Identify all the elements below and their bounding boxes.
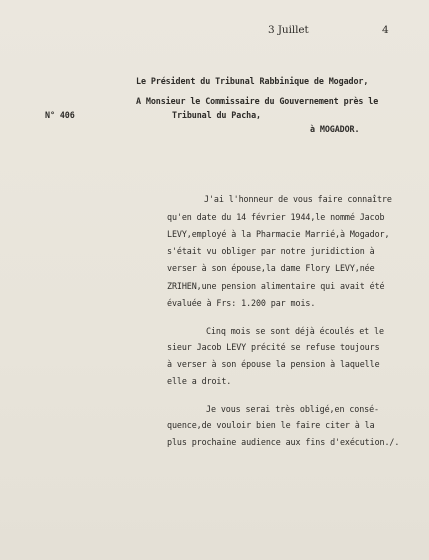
body-line: évaluée à Frs: 1.200 par mois. <box>167 298 316 308</box>
body-line: Je vous serai très obligé,en consé- <box>206 404 379 414</box>
body-line: sieur Jacob LEVY précité se refuse toujours <box>167 342 380 352</box>
addressee-tribunal: Tribunal du Pacha, <box>172 110 261 120</box>
body-line: plus prochaine audience aux fins d'exécution./. <box>167 437 400 447</box>
body-line: s'était vu obliger par notre juridiction à <box>167 246 375 256</box>
page-number: 4 <box>382 24 389 36</box>
addressee-city: à MOGADOR. <box>310 124 360 134</box>
body-line: à verser à son épouse la pension à laquelle <box>167 359 380 369</box>
body-line: ZRIHEN,une pension alimentaire qui avait été <box>167 281 385 291</box>
body-line: quence,de vouloir bien le faire citer à la <box>167 420 375 430</box>
body-line: LEVY,employé à la Pharmacie Marrié,à Mogador, <box>167 229 390 239</box>
addressee-recipient: A Monsieur le Commissaire du Gouvernement près le <box>136 96 379 106</box>
body-line: Cinq mois se sont déjà écoulés et le <box>206 326 384 336</box>
addressee-sender: Le Président du Tribunal Rabbinique de Mogador, <box>136 76 369 86</box>
body-line: elle a droit. <box>167 376 232 386</box>
header-date: 3 Juillet <box>268 24 309 36</box>
body-line: verser à son épouse,la dame Flory LEVY,née <box>167 263 375 273</box>
body-line: qu'en date du 14 février 1944,le nommé Jacob <box>167 212 385 222</box>
reference-number: N° 406 <box>45 110 75 120</box>
body-line: J'ai l'honneur de vous faire connaître <box>204 194 392 204</box>
